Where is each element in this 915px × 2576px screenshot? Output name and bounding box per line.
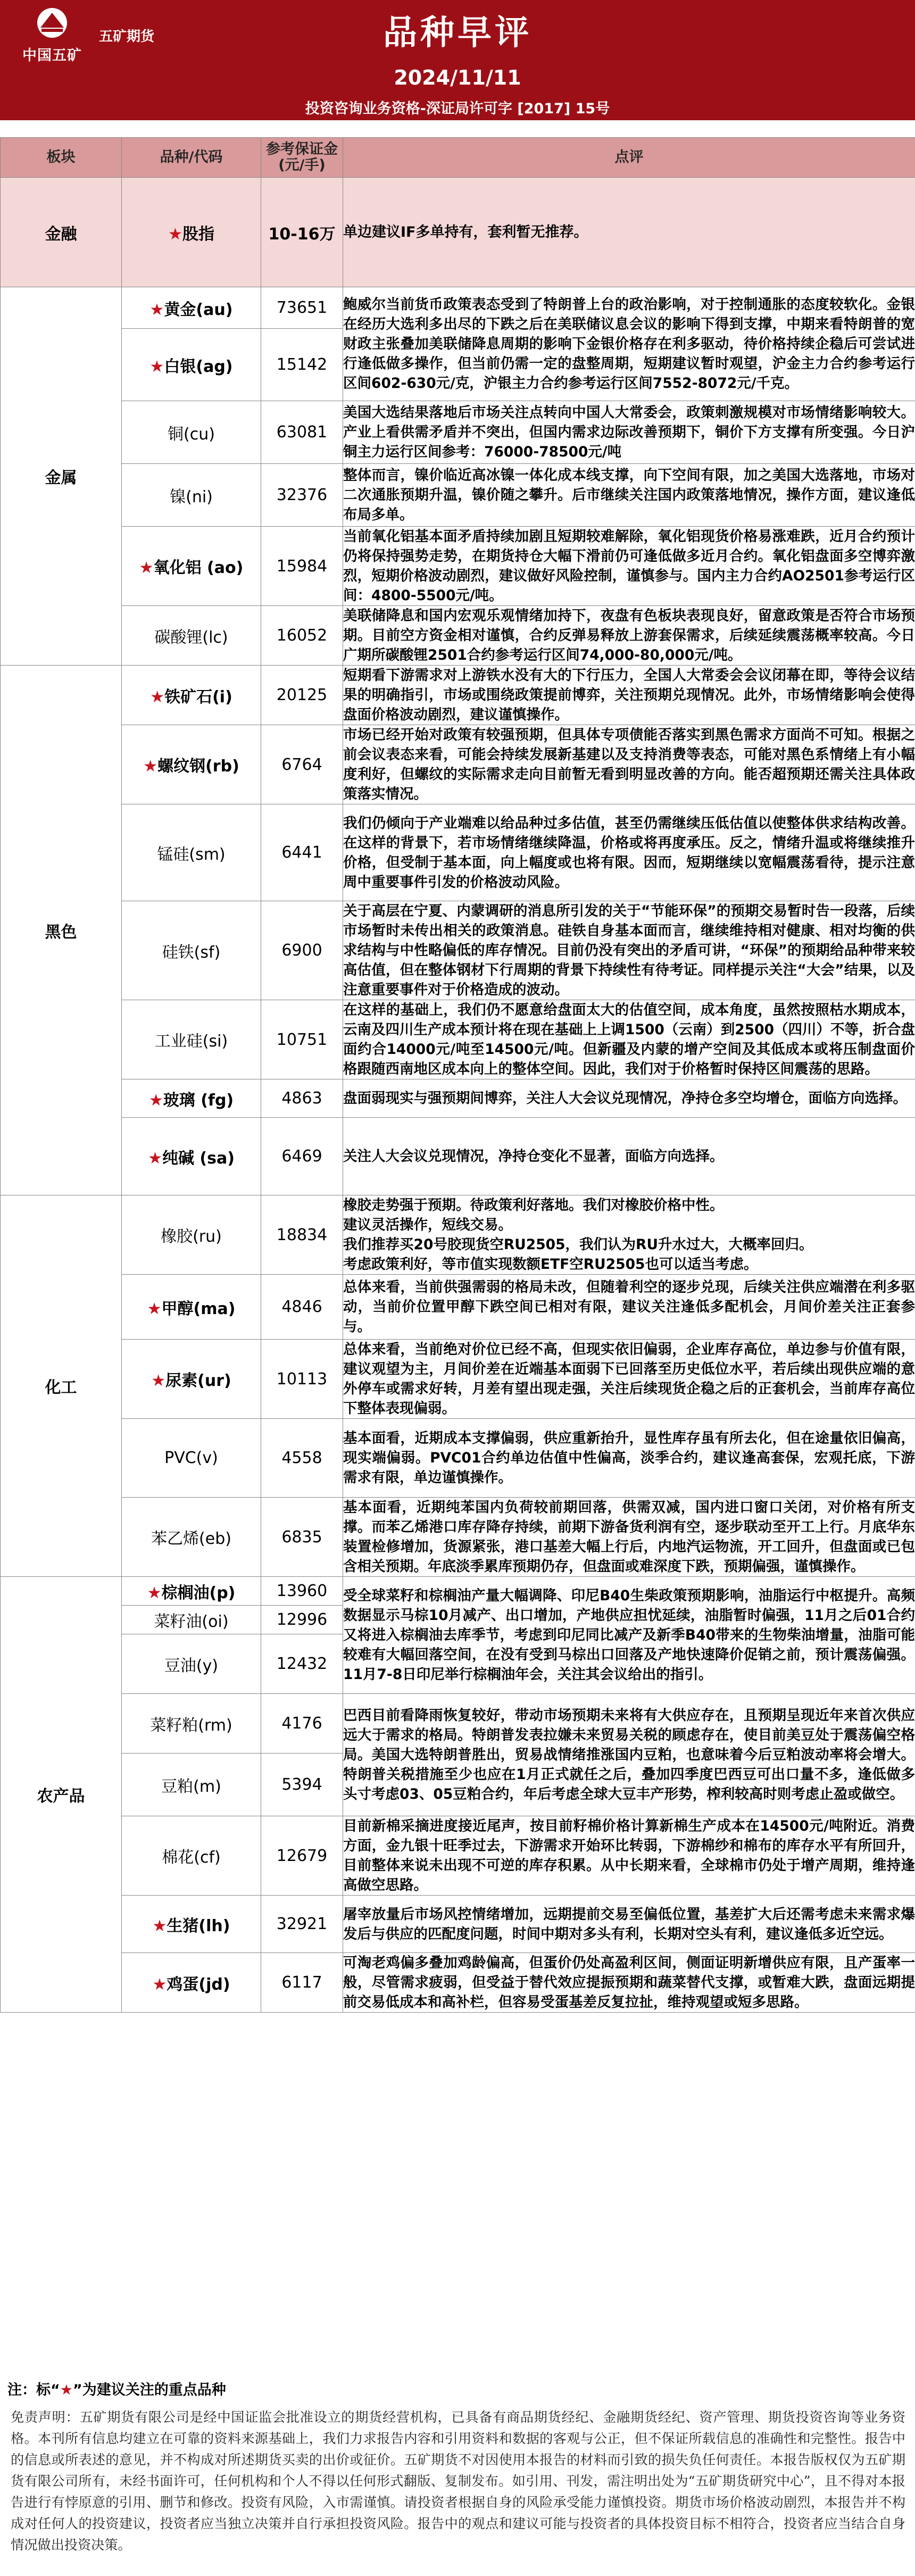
comment-cell: 总体来看，当前绝对价位已经不高，但现实依旧偏弱，企业库存高位，单边参与价值有限，建议观望为主，月间价差在近端基本面弱下已回落至历史低位水平，若后续出现供应端的意外停车或需求好转，月差有望出现走强，关注后续现货企稳之后的正套机会，当前库存高位下整体表现偏弱。 bbox=[343, 1340, 915, 1419]
table-body bbox=[1, 178, 915, 2013]
star-icon: ★ bbox=[139, 559, 154, 577]
variety-name: 硅铁(sf) bbox=[162, 943, 221, 962]
star-icon: ★ bbox=[149, 300, 164, 319]
comment-cell: 美联储降息和国内宏观乐观情绪加持下，夜盘有色板块表现良好，留意政策是否符合市场预期。目前空方资金相对谨慎，合约反弹易释放上游套保需求，后续延续震荡概率较高。今日广期所碳酸锂2501合约参考运行区间74,000-80,000元/吨。 bbox=[343, 606, 915, 666]
variety-cell bbox=[122, 1634, 261, 1694]
margin-cell: 20125 bbox=[261, 666, 343, 725]
margin-cell: 73651 bbox=[261, 287, 343, 329]
comment-cell: 橡胶走势强于预期。待政策利好落地。我们对橡胶价格中性。 建议灵活操作，短线交易。 我们推荐买20号胶现货空RU2505，我们认为RU升水过大，大概率回归。 考虑政策利好，等市值实现数额ETF空RU2505也可以适当考虑。 bbox=[343, 1195, 915, 1275]
variety-cell bbox=[122, 287, 261, 329]
star-icon: ★ bbox=[148, 1149, 162, 1168]
variety-name: 股指 bbox=[182, 225, 214, 244]
comment-cell: 巴西目前看降雨恢复较好，带动市场预期未来将有大供应存在，且预期呈现近年来首次供应远大于需求的格局。特朗普发表拉嫌未来贸易关税的顾虑存在，使目前美豆处于震荡偏空格局。美国大选特朗普胜出，贸易战情绪推涨国内豆粕，也意味着今后豆粕波动率将会增大。特朗普关税措施至少也应在1月正式就任之后，叠加四季度巴西豆可出口量不多，逢低做多头寸考虑03、05豆粕合约，年后考虑全球大豆丰产形势，榨利较高时则考虑止盈或做空。 bbox=[343, 1694, 915, 1816]
star-icon: ★ bbox=[143, 757, 158, 776]
sector-cell: 金融 bbox=[1, 178, 122, 287]
margin-cell: 4176 bbox=[261, 1694, 343, 1754]
margin-cell: 32376 bbox=[261, 464, 343, 527]
variety-name: PVC(v) bbox=[164, 1449, 218, 1467]
variety-name: 菜籽粕(rm) bbox=[150, 1716, 232, 1735]
comment-cell: 美国大选结果落地后市场关注点转向中国人大常委会，政策刺激规模对市场情绪影响较大。产业上看供需矛盾并不突出，但国内需求边际改善预期下，铜价下方支撑有所变强。今日沪铜主力运行区间参考：76000-78500元/吨 bbox=[343, 401, 915, 464]
comment-cell: 可淘老鸡偏多叠加鸡龄偏高，但蛋价仍处高盈利区间，侧面证明新增供应有限，且产蛋率一般，尽管需求疲弱，但受益于替代效应提振预期和蔬菜替代支撑，或暂难大跌，盘面远期提前交易低成本和高补栏，但容易受蛋基差反复拉扯，维持观望或短多思路。 bbox=[343, 1953, 915, 2013]
margin-cell: 4558 bbox=[261, 1419, 343, 1498]
table-row bbox=[1, 725, 915, 804]
comment-cell: 我们仍倾向于产业端难以给品种过多估值，甚至仍需继续压低估值以使整体供求结构改善。在这样的背景下，若市场情绪继续降温，价格或将再度承压。反之，情绪升温或将继续推升价格，但受制于基本面，向上幅度或也将有限。因而，短期继续以宽幅震荡看待，提示注意周中重要事件引发的价格波动风险。 bbox=[343, 804, 915, 901]
variety-name: 棕榈油(p) bbox=[161, 1583, 236, 1602]
footnote bbox=[7, 2378, 226, 2399]
variety-cell bbox=[122, 1275, 261, 1340]
margin-cell: 6117 bbox=[261, 1953, 343, 2013]
margin-cell: 4846 bbox=[261, 1275, 343, 1340]
variety-name: 铜(cu) bbox=[168, 425, 215, 444]
license-line: 投资咨询业务资格-深证局许可字 [2017] 15号 bbox=[305, 101, 610, 117]
table-row bbox=[1, 287, 915, 329]
variety-cell bbox=[122, 1577, 261, 1606]
variety-name: 螺纹钢(rb) bbox=[157, 757, 239, 776]
table-row bbox=[1, 1953, 915, 2013]
variety-name: 工业硅(si) bbox=[154, 1032, 228, 1051]
star-icon: ★ bbox=[60, 2382, 73, 2398]
report-date: 2024/11/11 bbox=[394, 66, 521, 89]
margin-cell: 12679 bbox=[261, 1816, 343, 1896]
variety-cell bbox=[122, 901, 261, 1000]
margin-cell: 6764 bbox=[261, 725, 343, 804]
comment-cell: 市场已经开始对政策有较强预期，但具体专项债能否落实到黑色需求方面尚不可知。根据之前会议表态来看，可能会持续发展新基建以及支持消费等表态，可能对黑色系情绪上有小幅度利好，但螺纹的实际需求走向目前暂无看到明显改善的方向。能否超预期还需关注具体政策落实情况。 bbox=[343, 725, 915, 804]
table-row bbox=[1, 1118, 915, 1195]
column-header-variety: 品种/代码 bbox=[122, 138, 261, 178]
variety-cell bbox=[122, 1340, 261, 1419]
variety-cell bbox=[122, 1079, 261, 1118]
margin-cell: 12432 bbox=[261, 1634, 343, 1694]
comment-cell: 关于高层在宁夏、内蒙调研的消息所引发的关于“节能环保”的预期交易暂时告一段落，后续市场暂时未传出相关的政策消息。硅铁自身基本面而言，继续维持相对健康、相对均衡的供求结构与中性略偏低的库存情况。目前仍没有突出的矛盾可讲，“环保”的预期给品种带来较高估值，但在整体钢材下行周期的背景下持续性有待考证。同样提示关注“大会”结果，以及注意重要事件对于价格造成的波动。 bbox=[343, 901, 915, 1000]
sector-cell: 农产品 bbox=[1, 1577, 122, 2013]
variety-name: 玻璃 (fg) bbox=[163, 1091, 234, 1110]
variety-name: 菜籽油(oi) bbox=[154, 1612, 229, 1631]
variety-cell bbox=[122, 1953, 261, 2013]
page-title: 品种早评 bbox=[383, 13, 532, 53]
margin-cell: 6835 bbox=[261, 1498, 343, 1577]
variety-cell bbox=[122, 1754, 261, 1816]
comment-cell: 单边建议IF多单持有，套利暂无推荐。 bbox=[343, 178, 915, 287]
sector-cell: 金属 bbox=[1, 287, 122, 666]
table-row bbox=[1, 1079, 915, 1118]
table-row bbox=[1, 1694, 915, 1754]
variety-name: 生猪(lh) bbox=[167, 1916, 230, 1935]
variety-cell bbox=[122, 178, 261, 287]
margin-cell: 6441 bbox=[261, 804, 343, 901]
table-row bbox=[1, 178, 915, 287]
table-row bbox=[1, 606, 915, 666]
comment-cell: 短期看下游需求对上游铁水没有大的下行压力，全国人大常委会会议闭幕在即，等待会议结果的明确指引，市场或围绕政策提前博弈，关注预期兑现情况。此外，市场情绪影响会使得盘面价格波动剧烈，建议谨慎操作。 bbox=[343, 666, 915, 725]
margin-cell: 4863 bbox=[261, 1079, 343, 1118]
column-header-comment: 点评 bbox=[343, 138, 915, 178]
variety-cell bbox=[122, 1694, 261, 1754]
variety-name: 氧化铝 (ao) bbox=[153, 559, 244, 577]
star-icon: ★ bbox=[168, 225, 182, 244]
table-row bbox=[1, 1498, 915, 1577]
comment-cell: 整体而言，镍价临近高冰镍一体化成本线支撑，向下空间有限，加之美国大选落地，市场对二次通胀预期升温，镍价随之攀升。后市继续关注国内政策落地情况，操作方面，建议逢低布局多单。 bbox=[343, 464, 915, 527]
comment-cell: 盘面弱现实与强预期间博弈，关注人大会议兑现情况，净持仓多空均增仓，面临方向选择。 bbox=[343, 1079, 915, 1118]
table-header-row bbox=[1, 138, 915, 178]
sector-cell: 黑色 bbox=[1, 666, 122, 1195]
margin-cell: 63081 bbox=[261, 401, 343, 464]
comment-cell: 总体来看，当前供强需弱的格局未改，但随着利空的逐步兑现，后续关注供应端潜在利多驱动，当前价位置甲醇下跌空间已相对有限，建议关注逢低多配机会，月间价差关注正套参与。 bbox=[343, 1275, 915, 1340]
variety-name: 铁矿石(i) bbox=[164, 687, 232, 707]
table-row bbox=[1, 1000, 915, 1079]
margin-cell: 10113 bbox=[261, 1340, 343, 1419]
star-icon: ★ bbox=[150, 687, 165, 707]
variety-cell bbox=[122, 1896, 261, 1953]
variety-name: 黄金(au) bbox=[164, 300, 233, 319]
table-row bbox=[1, 1275, 915, 1340]
variety-cell bbox=[122, 606, 261, 666]
variety-name: 锰硅(sm) bbox=[157, 845, 226, 864]
margin-cell: 15984 bbox=[261, 527, 343, 606]
variety-name: 鸡蛋(jd) bbox=[167, 1975, 230, 1994]
table-row bbox=[1, 1577, 915, 1606]
sector-cell: 化工 bbox=[1, 1195, 122, 1577]
margin-cell: 5394 bbox=[261, 1754, 343, 1816]
star-icon: ★ bbox=[148, 1091, 163, 1110]
column-header-margin: 参考保证金(元/手) bbox=[261, 138, 343, 178]
table-row bbox=[1, 1419, 915, 1498]
table-row bbox=[1, 527, 915, 606]
variety-cell bbox=[122, 1195, 261, 1275]
table-row bbox=[1, 1195, 915, 1275]
star-icon: ★ bbox=[147, 1299, 162, 1318]
table-row bbox=[1, 1340, 915, 1419]
variety-name: 豆油(y) bbox=[164, 1656, 219, 1675]
margin-cell: 15142 bbox=[261, 329, 343, 401]
comment-cell: 当前氧化铝基本面矛盾持续加剧且短期较难解除，氧化铝现货价格易涨难跌，近月合约预计仍将保持强势走势，在期货持仓大幅下滑前仍可逢低做多近月合约。氧化铝盘面多空博弈激烈，短期价格波动剧烈，建议做好风险控制，谨慎参与。国内主力合约AO2501参考运行区间：4800-5500元/吨。 bbox=[343, 527, 915, 606]
margin-cell: 6900 bbox=[261, 901, 343, 1000]
comment-cell: 屠宰放量后市场风控情绪增加，远期提前交易至偏低位置，基差扩大后还需考虑未来需求爆发后与供应的匹配度问题，时间中期对多头有利，长期对空头有利，建议逢低多近空远。 bbox=[343, 1896, 915, 1953]
variety-cell bbox=[122, 464, 261, 527]
variety-cell bbox=[122, 1606, 261, 1634]
table-row bbox=[1, 1816, 915, 1896]
variety-cell bbox=[122, 329, 261, 401]
star-icon: ★ bbox=[152, 1916, 167, 1935]
margin-cell: 10-16万 bbox=[261, 178, 343, 287]
comment-cell: 鲍威尔当前货币政策表态受到了特朗普上台的政治影响，对于控制通胀的态度较软化。金银在经历大选利多出尽的下跌之后在美联储议息会议的影响下得到支撑，中期来看特朗普的宽财政主张叠加美联储降息周期的影响下金银价格存在利多驱动，待价格持续企稳后可尝试进行逢低做多操作，但当前仍需一定的盘整周期，短期建议暂时观望，沪金主力合约参考运行区间602-630元/克，沪银主力合约参考运行区间7552-8072元/千克。 bbox=[343, 287, 915, 401]
variety-cell bbox=[122, 804, 261, 901]
variety-cell bbox=[122, 401, 261, 464]
star-icon: ★ bbox=[149, 357, 164, 376]
variety-name: 白银(ag) bbox=[164, 357, 233, 376]
variety-name: 甲醇(ma) bbox=[161, 1299, 236, 1318]
comment-cell: 在这样的基础上，我们仍不愿意给盘面太大的估值空间，成本角度，虽然按照枯水期成本，云南及四川生产成本预计将在现在基础上上调1500（云南）到2500（四川）不等，折合盘面约合14000元/吨至14500元/吨。但新疆及内蒙的增产空间及其低成本或将压制盘面价格跟随西南地区成本向上的整体空间。因此，我们对于价格暂时保持区间震荡的思路。 bbox=[343, 1000, 915, 1079]
table-row bbox=[1, 804, 915, 901]
column-header-sector: 板块 bbox=[1, 138, 122, 178]
margin-cell: 18834 bbox=[261, 1195, 343, 1275]
variety-name: 橡胶(ru) bbox=[161, 1227, 222, 1246]
margin-cell: 16052 bbox=[261, 606, 343, 666]
variety-cell bbox=[122, 1419, 261, 1498]
footnote-prefix: 注：标“ bbox=[7, 2382, 60, 2398]
comment-cell: 目前新棉采摘进度接近尾声，按目前籽棉价格计算新棉生产成本在14500元/吨附近。消费方面，金九银十旺季过去，下游需求开始环比转弱，下游棉纱和棉布的库存水平有所回升，目前整体来说未出现不可逆的库存积累。从中长期来看，全球棉市仍处于增产周期，维持逢高做空思路。 bbox=[343, 1816, 915, 1896]
comment-cell: 基本面看，近期成本支撑偏弱，供应重新抬升，显性库存虽有所去化，但在途量依旧偏高，现实端偏弱。PVC01合约单边估值中性偏高，淡季合约，建议逢高套保，宏观托底，下游需求有限，单边谨慎操作。 bbox=[343, 1419, 915, 1498]
comment-cell: 基本面看，近期纯苯国内负荷较前期回落，供需双减，国内进口窗口关闭，对价格有所支撑。而苯乙烯港口库存降存持续，前期下游备货利润有空，逐步联动至开工上行。月底华东装置检修增加，货源紧张，港口基差大幅上行后，内地汽运物流，开工回升，但盘面或已包含相关预期。年底淡季累库预期仍存，但盘面或难深度下跌，预期偏强，谨慎操作。 bbox=[343, 1498, 915, 1577]
variety-name: 纯碱 (sa) bbox=[162, 1149, 235, 1168]
disclaimer-text: 免责声明：五矿期货有限公司是经中国证监会批准设立的期货经营机构，已具备有商品期货经纪、金融期货经纪、资产管理、期货投资咨询等业务资格。本刊所有信息均建立在可靠的资料来源基础上，我们力求报告内容和引用资料和数据的客观与公正，但不保证所载信息的准确性和完整性。报告中的信息或所表述的意见，并不构成对所述期货买卖的出价或征价。五矿期货不对因使用本报告的材料而引致的损失负任何责任。本报告版权仅为五矿期货有限公司所有，未经书面许可，任何机构和个人不得以任何形式翻版、复制发布。如引用、刊发，需注明出处为“五矿期货研究中心”，且不得对本报告进行有悖原意的引用、删节和修改。投资有风险，入市需谨慎。请投资者根据自身的风险承受能力谨慎投资。期货市场价格波动剧烈，本报告并不构成对任何人的投资建议，投资者应当独立决策并自行承担投资风险。报告中的观点和建议可能与投资者的具体投资目标不相符合，投资者应当结合自身情况做出投资决策。 bbox=[11, 2409, 905, 2553]
margin-cell: 32921 bbox=[261, 1896, 343, 1953]
star-icon: ★ bbox=[151, 1372, 166, 1390]
table-row bbox=[1, 464, 915, 527]
table-row bbox=[1, 401, 915, 464]
margin-cell: 10751 bbox=[261, 1000, 343, 1079]
variety-cell bbox=[122, 1118, 261, 1195]
margin-cell: 6469 bbox=[261, 1118, 343, 1195]
star-icon: ★ bbox=[152, 1975, 167, 1994]
variety-cell bbox=[122, 1816, 261, 1896]
table-row bbox=[1, 901, 915, 1000]
comment-cell: 受全球菜籽和棕榈油产量大幅调降、印尼B40生柴政策预期影响，油脂运行中枢提升。高频数据显示马棕10月减产、出口增加，产地供应担忧延续，油脂暂时偏强，11月之后01合约又将进入棕榈油去库季节，考虑到印尼同比减产及新季B40带来的生物柴油增量，油脂可能较难有大幅回落空间，在没有受到马棕出口回落及产地快速降价促销之前，预计震荡偏强。11月7-8日印尼举行棕榈油年会，关注其会议给出的指引。 bbox=[343, 1577, 915, 1694]
variety-cell bbox=[122, 1000, 261, 1079]
variety-name: 苯乙烯(eb) bbox=[151, 1530, 231, 1548]
table-row bbox=[1, 666, 915, 725]
sub-brand: 五矿期货 bbox=[99, 29, 155, 45]
footnote-suffix: ”为建议关注的重点品种 bbox=[72, 2382, 226, 2398]
variety-cell bbox=[122, 666, 261, 725]
table-row bbox=[1, 1896, 915, 1953]
variety-name: 镍(ni) bbox=[170, 487, 213, 506]
margin-cell: 13960 bbox=[261, 1577, 343, 1606]
variety-name: 豆粕(m) bbox=[161, 1777, 221, 1796]
variety-cell bbox=[122, 1498, 261, 1577]
logo-text: 中国五矿 bbox=[22, 47, 82, 64]
page-header bbox=[0, 0, 915, 120]
comment-cell: 关注人大会议兑现情况，净持仓变化不显著，面临方向选择。 bbox=[343, 1118, 915, 1195]
variety-cell bbox=[122, 725, 261, 804]
margin-cell: 12996 bbox=[261, 1606, 343, 1634]
variety-name: 棉花(cf) bbox=[162, 1848, 221, 1867]
variety-table bbox=[0, 137, 915, 2013]
variety-cell bbox=[122, 527, 261, 606]
variety-name: 碳酸锂(lc) bbox=[154, 628, 228, 647]
variety-name: 尿素(ur) bbox=[165, 1372, 231, 1390]
star-icon: ★ bbox=[147, 1583, 162, 1602]
